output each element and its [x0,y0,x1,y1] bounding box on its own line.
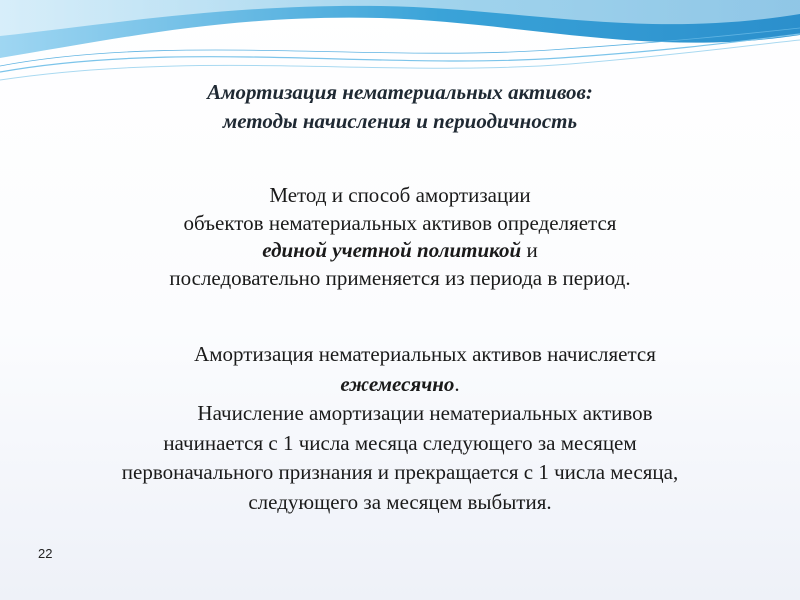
page-number: 22 [38,546,53,561]
method-line-3 [60,237,740,265]
start-stop-line-2: начинается с 1 числа месяца следующего за месяцем [163,430,637,455]
accrual-line-2 [30,370,770,400]
method-line-4: последовательно применяется из периода в период. [169,265,631,290]
method-line-3-tail: и [521,238,538,262]
method-line-2: объектов нематериальных активов определяется [183,210,617,235]
title-line-1: Амортизация нематериальных активов: [207,80,593,104]
method-paragraph [60,182,740,292]
start-stop-line-3: первоначального признания и прекращается с 1 числа месяца, [121,460,679,484]
monthly-emphasis: ежемесячно [340,371,455,396]
slide-title [0,78,800,136]
accrual-line-2-tail: . [454,371,460,396]
title-line-2: методы начисления и периодичность [222,109,578,133]
method-line-1: Метод и способ амортизации [269,183,531,207]
start-stop-line-4: следующего за месяцем выбытия. [248,489,552,514]
start-stop-line-1: Начисление амортизации нематериальных активов [197,401,653,425]
accrual-paragraph [30,340,770,517]
accounting-policy-emphasis: единой учетной политикой [262,238,522,262]
accrual-line-1: Амортизация нематериальных активов начисляется [194,342,656,366]
